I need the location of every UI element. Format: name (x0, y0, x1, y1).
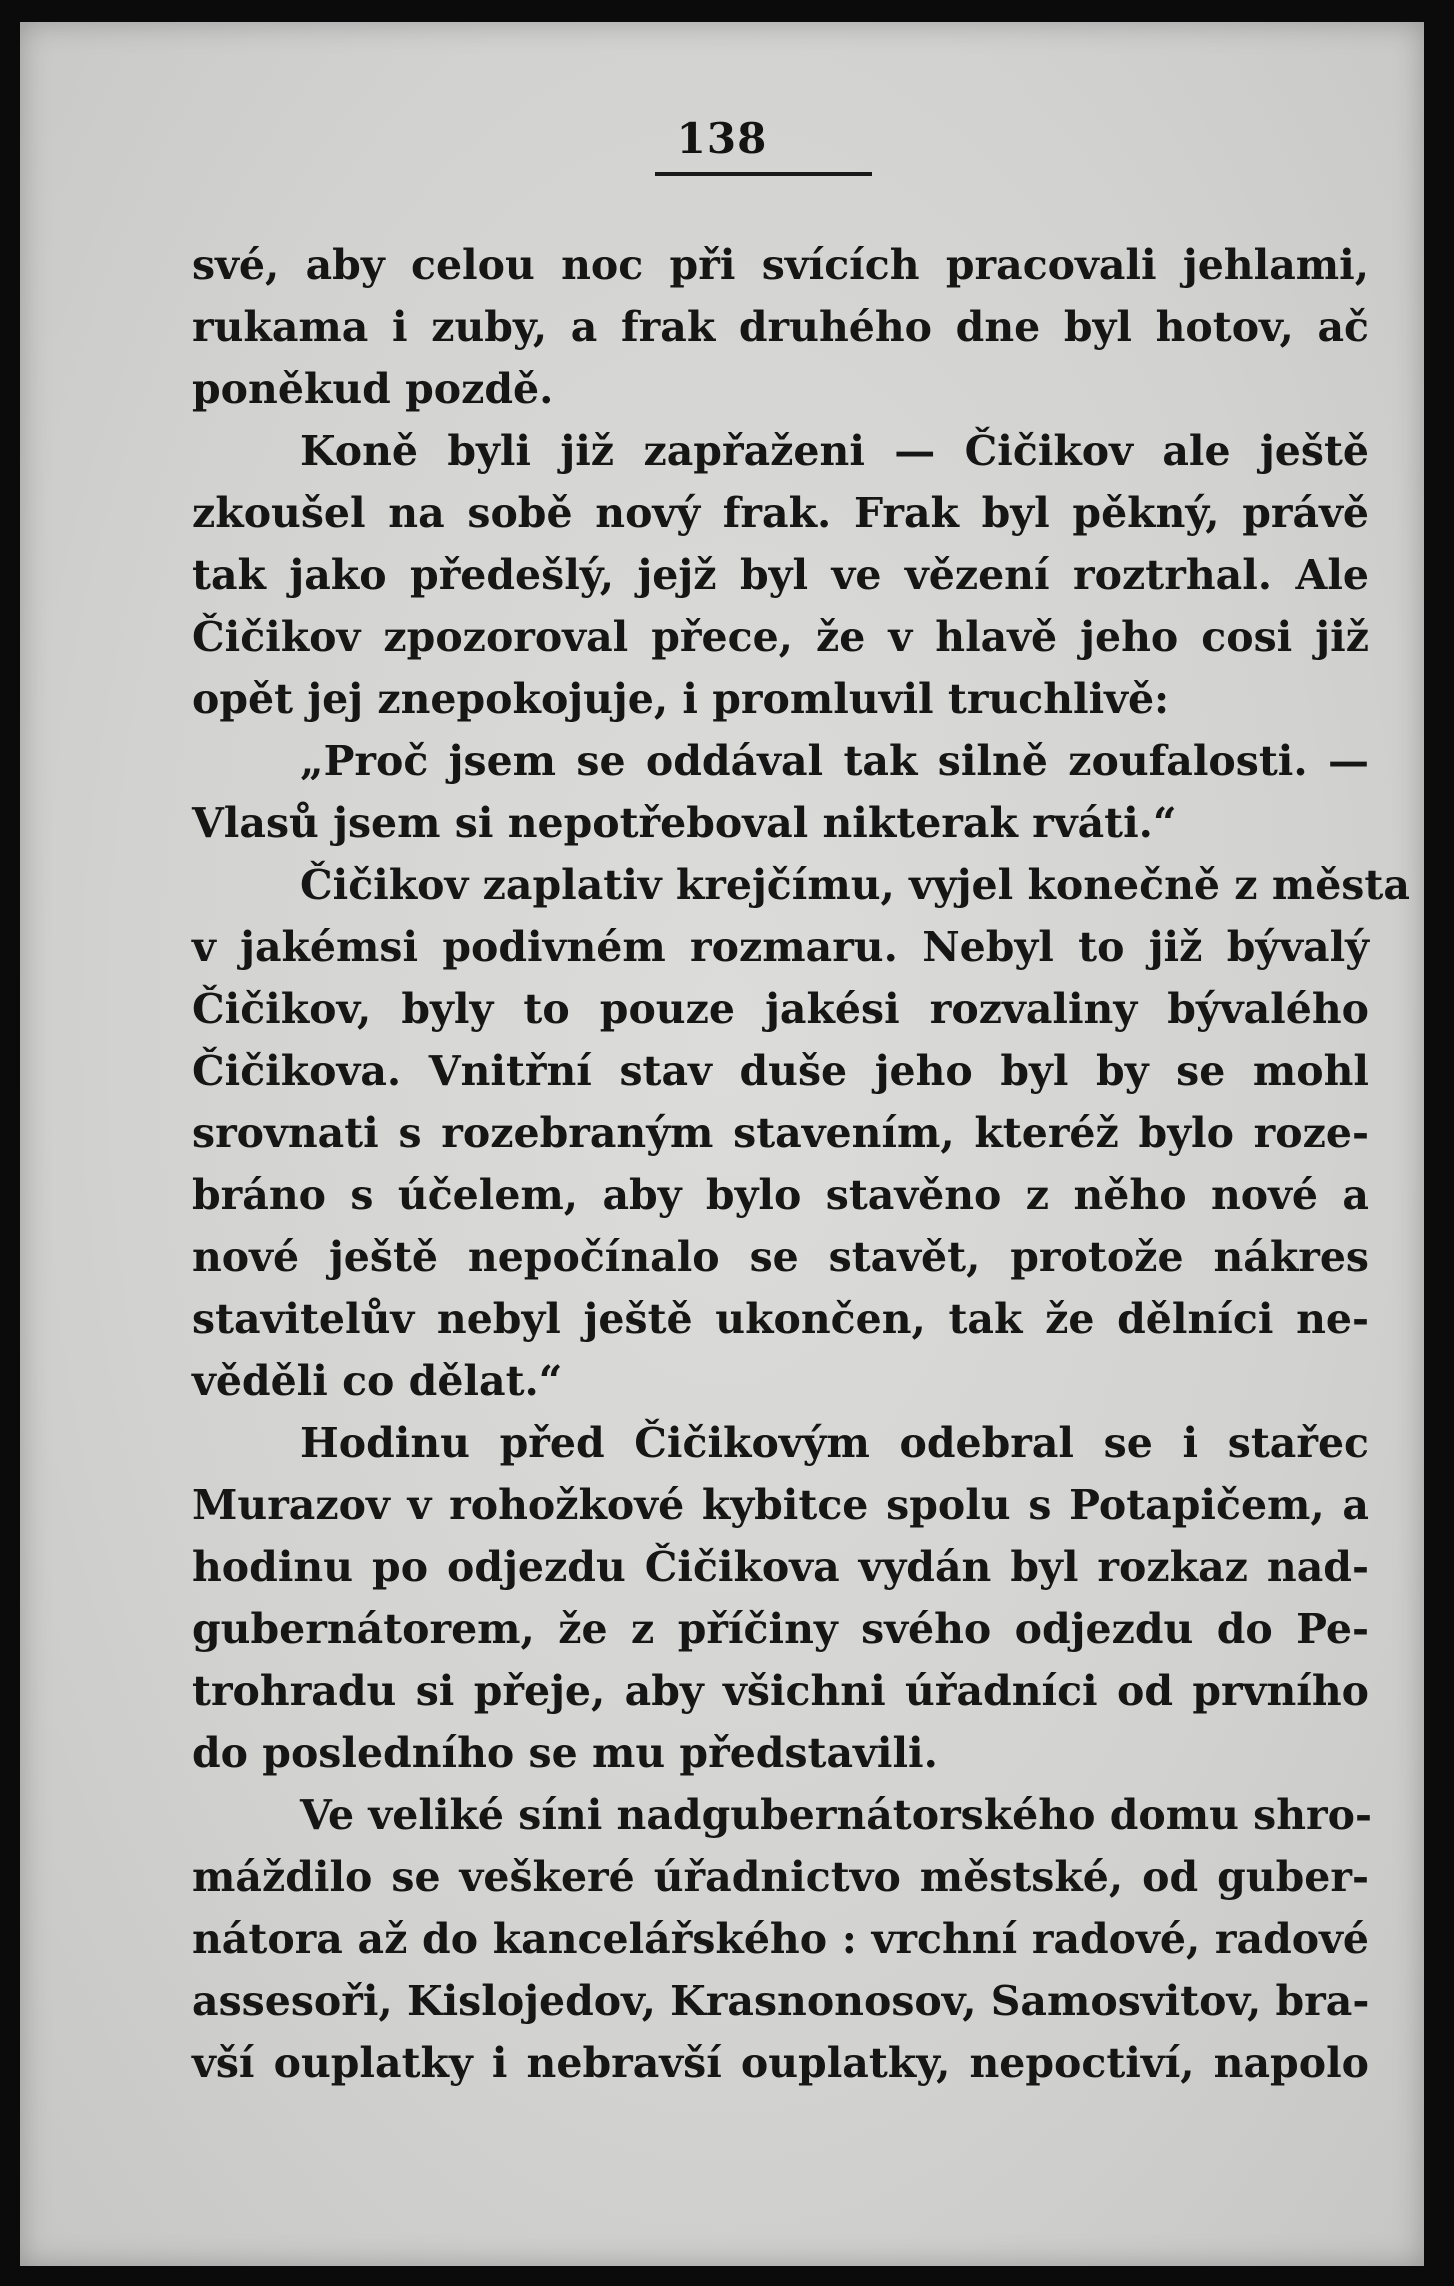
text-line: srovnati s rozebraným stavením, kteréž bylo roze- (192, 1109, 1369, 1157)
text-line: v jakémsi podivném rozmaru. Nebyl to již bývalý (192, 923, 1369, 971)
text-line: vší ouplatky i nebravší ouplatky, nepoctiví, napolo (192, 2039, 1369, 2087)
page-number: 138 (676, 114, 768, 163)
text-line: Čičikova. Vnitřní stav duše jeho byl by se mohl (192, 1047, 1369, 1095)
paragraph-first-line: Hodinu před Čičikovým odebral se i stařec (300, 1419, 1369, 1467)
text-line: hodinu po odjezdu Čičikova vydán byl rozkaz nad- (192, 1543, 1369, 1591)
text-line: poněkud pozdě. (192, 365, 554, 413)
text-line: máždilo se veškeré úřadnictvo městské, od guber- (192, 1853, 1369, 1901)
text-line: nové ještě nepočínalo se stavět, protože nákres (192, 1233, 1369, 1281)
header-rule (655, 172, 872, 176)
text-line: opět jej znepokojuje, i promluvil truchlivě: (192, 675, 1170, 723)
text-line: rukama i zuby, a frak druhého dne byl hotov, ač (192, 303, 1369, 351)
paragraph-first-line: „Proč jsem se oddával tak silně zoufalosti. — (300, 737, 1369, 785)
paragraph-first-line: Čičikov zaplativ krejčímu, vyjel konečně z města (300, 861, 1410, 909)
text-line: zkoušel na sobě nový frak. Frak byl pěkný, právě (192, 489, 1369, 537)
text-line: gubernátorem, že z příčiny svého odjezdu do Pe- (192, 1605, 1369, 1653)
text-line: Čičikov, byly to pouze jakési rozvaliny bývalého (192, 985, 1369, 1033)
text-line: Murazov v rohožkové kybitce spolu s Potapičem, a (192, 1481, 1369, 1529)
text-line: do posledního se mu představili. (192, 1729, 938, 1777)
text-line: nátora až do kancelářského : vrchní radové, radové (192, 1915, 1369, 1963)
text-line: bráno s účelem, aby bylo stavěno z něho nové a (192, 1171, 1369, 1219)
page-header (20, 114, 1424, 163)
text-line: věděli co dělat.“ (192, 1357, 563, 1405)
body-text (192, 234, 1410, 2094)
text-line: Vlasů jsem si nepotřeboval nikterak rváti.“ (192, 799, 1177, 847)
paragraph-first-line: Ve veliké síni nadgubernátorského domu shro- (300, 1791, 1373, 1839)
text-line: tak jako předešlý, jejž byl ve vězení roztrhal. Ale (192, 551, 1369, 599)
text-line: své, aby celou noc při svících pracovali jehlami, (192, 241, 1369, 289)
text-line: stavitelův nebyl ještě ukončen, tak že dělníci ne- (192, 1295, 1369, 1343)
text-line: Čičikov zpozoroval přece, že v hlavě jeho cosi již (192, 613, 1369, 661)
book-page (20, 22, 1424, 2266)
text-line: assesoři, Kislojedov, Krasnonosov, Samosvitov, bra- (192, 1977, 1370, 2025)
text-line: trohradu si přeje, aby všichni úřadníci od prvního (192, 1667, 1369, 1715)
paragraph-first-line: Koně byli již zapřaženi — Čičikov ale ještě (300, 427, 1369, 475)
